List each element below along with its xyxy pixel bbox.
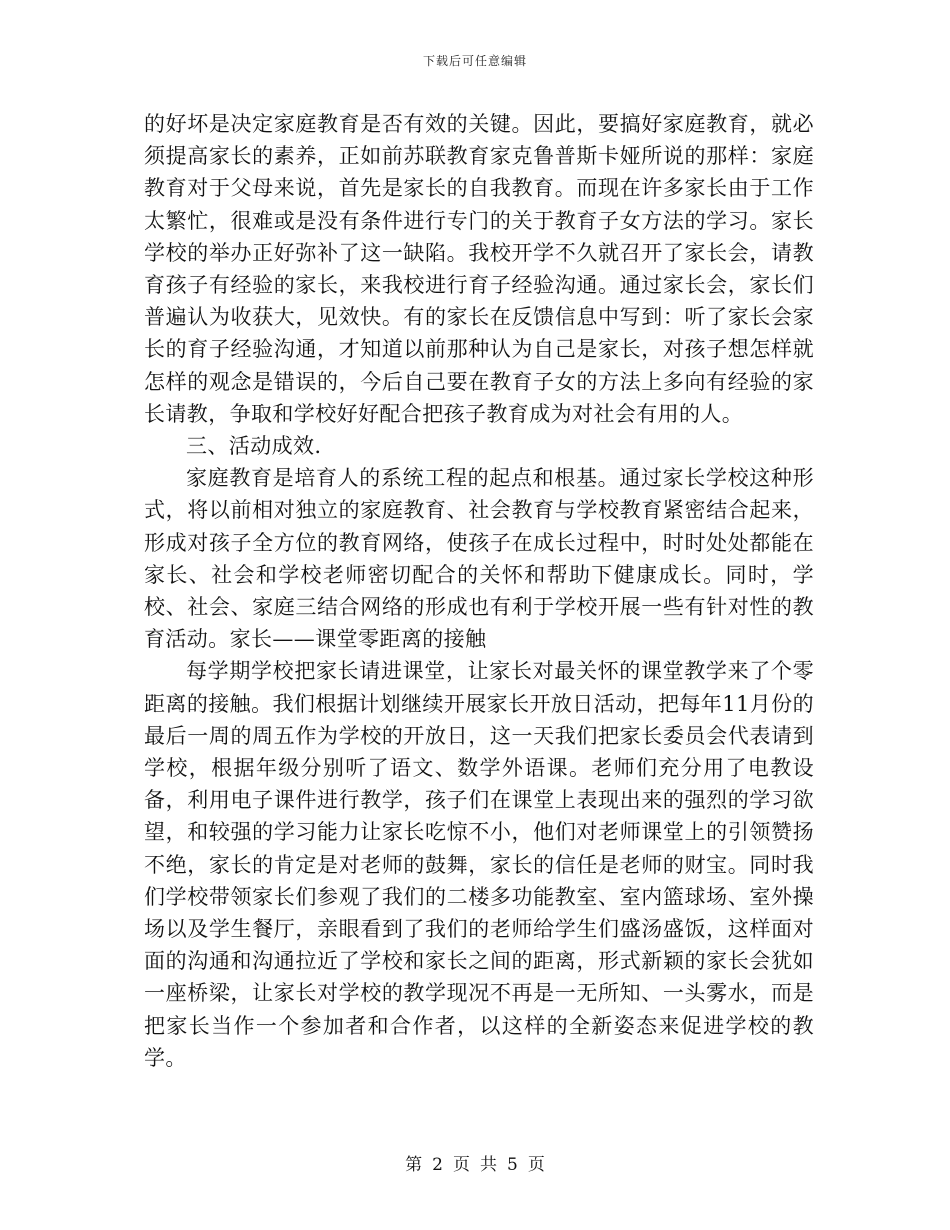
paragraph-2: 家庭教育是培育人的系统工程的起点和根基。通过家长学校这种形式，将以前相对独立的家庭教育、社会教育与学校教育紧密结合起来，形成对孩子全方位的教育网络，使孩子在成长过程中，时时处处都能在家长、社会和学校老师密切配合的关怀和帮助下健康成长。同时，学校、社会、家庭三结合网络的形成也有利于学校开展一些有针对性的教育活动。家长——课堂零距离的接触 <box>144 466 814 652</box>
page-header: 下载后可任意编辑 <box>422 54 527 68</box>
section-heading-activity-results: 三、活动成效. <box>186 434 322 459</box>
footer-total-pages: 5 <box>507 1155 518 1175</box>
paragraph-1: 的好坏是决定家庭教育是否有效的关键。因此，要搞好家庭教育，就必须提高家长的素养，正如前苏联教育家克鲁普斯卡娅所说的那样：家庭教育对于父母来说，首先是家长的自我教育。而现在许多家长由于工作太繁忙，很难或是没有条件进行专门的关于教育子女方法的学习。家长学校的举办正好弥补了这一缺陷。我校开学不久就召开了家长会，请教育孩子有经验的家长，来我校进行育子经验沟通。通过家长会，家长们普遍认为收获大，见效快。有的家长在反馈信息中写到：听了家长会家长的育子经验沟通，才知道以前那种认为自己是家长，对孩子想怎样就怎样的观念是错误的，今后自己要在教育子女的方法上多向有经验的家长请教，争取和学校好好配合把孩子教育成为对社会有用的人。 <box>144 112 814 426</box>
paragraph-3: 每学期学校把家长请进课堂，让家长对最关怀的课堂教学来了个零距离的接触。我们根据计划继续开展家长开放日活动，把每年11月份的最后一周的周五作为学校的开放日，这一天我们把家长委员会代表请到学校，根据年级分别听了语文、数学外语课。老师们充分用了电教设备，利用电子课件进行教学，孩子们在课堂上表现出来的强烈的学习欲望，和较强的学习能力让家长吃惊不小，他们对老师课堂上的引领赞扬不绝，家长的肯定是对老师的鼓舞，家长的信任是老师的财宝。同时我们学校带领家长们参观了我们的二楼多功能教室、室内篮球场、室外操场以及学生餐厅，亲眼看到了我们的老师给学生们盛汤盛饭，这样面对面的沟通和沟通拉近了学校和家长之间的距离，形式新颖的家长会犹如一座桥梁，让家长对学校的教学现况不再是一无所知、一头雾水，而是把家长当作一个参加者和合作者，以这样的全新姿态来促进学校的教学。 <box>144 659 814 1070</box>
footer-page-word: 页 <box>453 1155 470 1175</box>
footer-prefix: 第 <box>405 1155 423 1175</box>
footer-current-page: 2 <box>432 1155 443 1175</box>
footer-total-word: 共 <box>480 1155 497 1175</box>
footer-suffix: 页 <box>527 1155 545 1175</box>
page-footer <box>0 1154 950 1176</box>
document-body <box>144 108 814 1074</box>
